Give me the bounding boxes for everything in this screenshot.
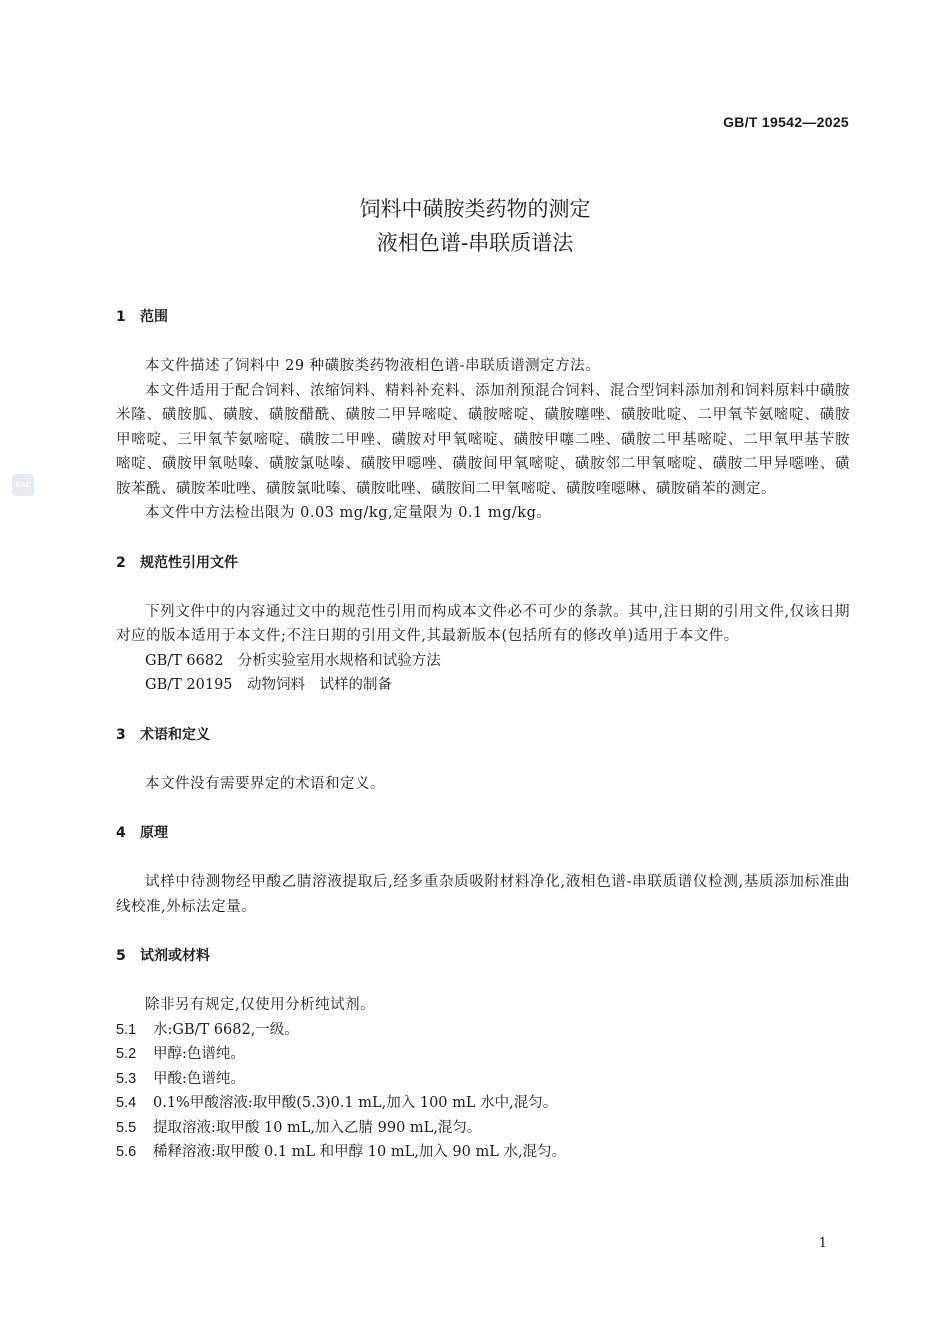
item-number: 5.5 [116, 1119, 137, 1136]
section-number: 2 [116, 554, 126, 571]
section-title: 范围 [140, 309, 168, 325]
item-text: 水:GB/T 6682,一级。 [153, 1021, 299, 1038]
list-item [116, 1042, 850, 1067]
document-title-line2: 液相色谱-串联质谱法 [376, 231, 574, 255]
item-number: 5.3 [116, 1070, 137, 1087]
sac-logo-icon: SAC [12, 474, 34, 496]
item-number: 5.4 [116, 1095, 137, 1111]
paragraph: 除非另有规定,仅使用分析纯试剂。 [145, 997, 376, 1013]
page-number: 1 [818, 1236, 827, 1251]
document-body [116, 304, 850, 1165]
list-item [116, 1067, 850, 1092]
list-item [116, 1116, 850, 1141]
section-heading-principle [116, 820, 850, 846]
paragraph: 下列文件中的内容通过文中的规范性引用而构成本文件必不可少的条款。其中,注日期的引用文件,仅该日期对应的版本适用于本文件;不注日期的引用文件,其最新版本(包括所有的修改单)适用于本文件。 [116, 603, 850, 644]
reference-item: GB/T 20195 动物饲料 试样的制备 [145, 677, 393, 693]
section-number: 1 [116, 309, 126, 325]
section-heading-terms [116, 722, 850, 748]
paragraph: 本文件中方法检出限为 0.03 mg/kg,定量限为 0.1 mg/kg。 [145, 505, 552, 521]
list-item [116, 1140, 850, 1165]
section-heading-scope [116, 304, 850, 330]
section-number: 4 [116, 825, 126, 841]
section-title: 原理 [140, 825, 168, 841]
item-text: 提取溶液:取甲酸 10 mL,加入乙腈 990 mL,混匀。 [153, 1119, 482, 1136]
paragraph: 本文件描述了饲料中 29 种磺胺类药物液相色谱-串联质谱测定方法。 [145, 358, 601, 374]
paragraph: 本文件没有需要界定的术语和定义。 [145, 775, 385, 792]
document-title-line1: 饲料中磺胺类药物的测定 [359, 197, 591, 221]
item-text: 0.1%甲酸溶液:取甲酸(5.3)0.1 mL,加入 100 mL 水中,混匀。 [153, 1095, 558, 1111]
reference-item: GB/T 6682 分析实验室用水规格和试验方法 [145, 652, 441, 669]
list-item [116, 1018, 850, 1043]
item-number: 5.2 [116, 1046, 137, 1062]
item-text: 稀释溶液:取甲酸 0.1 mL 和甲醇 10 mL,加入 90 mL 水,混匀。 [153, 1144, 567, 1160]
section-heading-normative-references [116, 550, 850, 576]
section-number: 5 [116, 948, 126, 964]
paragraph: 本文件适用于配合饲料、浓缩饲料、精料补充料、添加剂预混合饲料、混合型饲料添加剂和饲料原料中磺胺米隆、磺胺胍、磺胺、磺胺醋酰、磺胺二甲异嘧啶、磺胺嘧啶、磺胺噻唑、磺胺吡啶、二甲氧苄氨嘧啶、磺胺甲嘧啶、三甲氧苄氨嘧啶、磺胺二甲唑、磺胺对甲氧嘧啶、磺胺甲噻二唑、磺胺二甲基嘧啶、二甲氧甲基苄胺嘧啶、磺胺甲氧哒嗪、磺胺氯哒嗪、磺胺甲噁唑、磺胺间甲氧嘧啶、磺胺邻二甲氧嘧啶、磺胺二甲异噁唑、磺胺苯酰、磺胺苯吡唑、磺胺氯吡嗪、磺胺吡唑、磺胺间二甲氧嘧啶、磺胺喹噁啉、磺胺硝苯的测定。 [116, 382, 850, 497]
section-title: 规范性引用文件 [140, 554, 238, 571]
list-item [116, 1091, 850, 1116]
item-number: 5.1 [116, 1021, 137, 1038]
section-number: 3 [116, 726, 126, 743]
standard-id: GB/T 19542—2025 [723, 114, 849, 130]
item-number: 5.6 [116, 1144, 137, 1160]
section-heading-reagents [116, 943, 850, 969]
item-text: 甲酸:色谱纯。 [153, 1070, 245, 1087]
item-text: 甲醇:色谱纯。 [153, 1046, 245, 1062]
section-title: 术语和定义 [140, 726, 210, 743]
paragraph: 试样中待测物经甲酸乙腈溶液提取后,经多重杂质吸附材料净化,液相色谱-串联质谱仪检测,基质添加标准曲线校准,外标法定量。 [116, 874, 850, 915]
section-title: 试剂或材料 [140, 948, 210, 964]
